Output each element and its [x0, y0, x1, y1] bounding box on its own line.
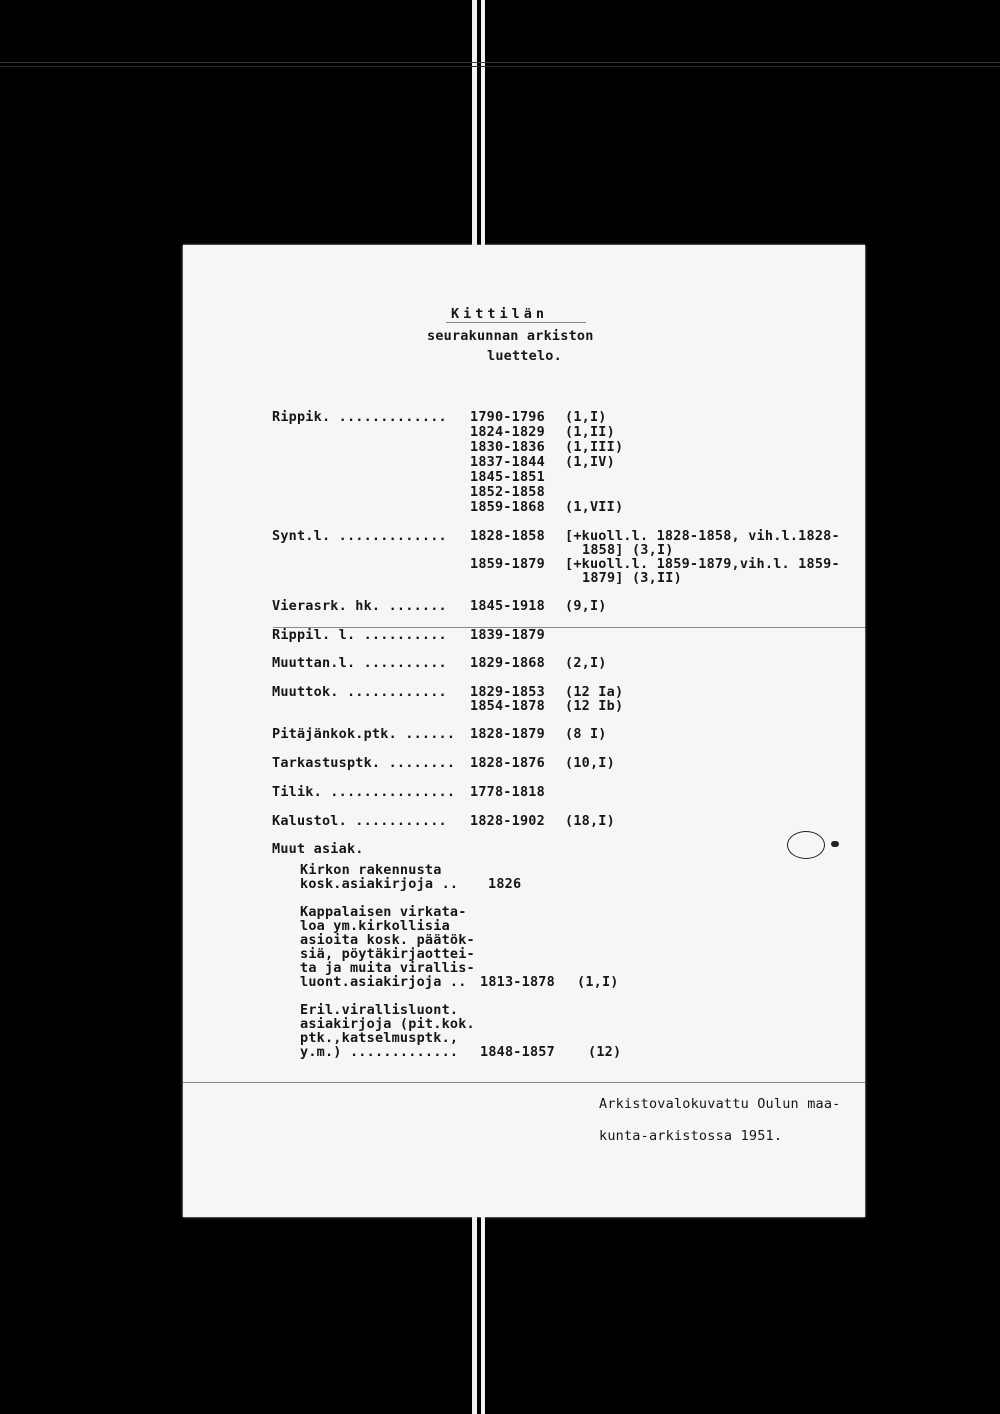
entry-note: (1,II) [565, 424, 615, 440]
entry-label-muut: Muut asiak. [272, 841, 364, 857]
entry-years: 1778-1818 [470, 784, 545, 800]
sub-entry-line: ta ja muita virallis- [300, 960, 475, 976]
entry-note: 1879] (3,II) [582, 570, 682, 586]
entry-years: 1828-1879 [470, 726, 545, 742]
entry-label-tarkastusptk: Tarkastusptk. ........ [272, 755, 456, 771]
title-underline [446, 322, 586, 323]
document-subtitle-2: luettelo. [487, 348, 562, 364]
entry-years: 1852-1858 [470, 484, 545, 500]
footer-divider [183, 1082, 865, 1083]
sub-entry-line: Kirkon rakennusta [300, 862, 442, 878]
entry-note: (1,I) [577, 974, 619, 990]
entry-note: (2,I) [565, 655, 607, 671]
entry-years: 1828-1858 [470, 528, 545, 544]
document-page [183, 245, 865, 1217]
archive-note: Arkistovalokuvattu Oulun maa- [599, 1096, 841, 1112]
film-rail-bottom-left [472, 1217, 477, 1414]
entry-note: (1,VII) [565, 499, 624, 515]
entry-note: (1,IV) [565, 454, 615, 470]
entry-years: 1826 [488, 876, 522, 892]
sub-entry-line: asioita kosk. päätök- [300, 932, 475, 948]
entry-note: (1,I) [565, 409, 607, 425]
entry-note: (12 Ia) [565, 684, 624, 700]
entry-note: [+kuoll.l. 1859-1879,vih.l. 1859- [565, 556, 840, 572]
entry-label-muuttok: Muuttok. ............ [272, 684, 447, 700]
film-scratch [0, 66, 1000, 67]
sub-entry-line: Eril.virallisluont. [300, 1002, 459, 1018]
entry-note: (18,I) [565, 813, 615, 829]
entry-note: (8 I) [565, 726, 607, 742]
sub-entry-line: asiakirjoja (pit.kok. [300, 1016, 475, 1032]
entry-label-vierasrk: Vierasrk. hk. ....... [272, 598, 447, 614]
entry-years: 1845-1851 [470, 469, 545, 485]
entry-years: 1790-1796 [470, 409, 545, 425]
film-scratch [0, 62, 1000, 63]
entry-label-rippil: Rippil. l. .......... [272, 627, 447, 643]
sub-entry-line: luont.asiakirjoja .. [300, 974, 467, 990]
hand-drawn-circle-mark [787, 831, 825, 859]
entry-note: (9,I) [565, 598, 607, 614]
entry-years: 1828-1876 [470, 755, 545, 771]
entry-label-pitajankok: Pitäjänkok.ptk. ...... [272, 726, 456, 742]
sub-entry-line: siä, pöytäkirjaottei- [300, 946, 475, 962]
entry-label-muuttan: Muuttan.l. .......... [272, 655, 447, 671]
sub-entry-line: y.m.) ............. [300, 1044, 459, 1060]
entry-years: 1854-1878 [470, 698, 545, 714]
film-rail-bottom-right [481, 1217, 485, 1414]
sub-entry-line: ptk.,katselmusptk., [300, 1030, 459, 1046]
entry-label-rippik: Rippik. ............. [272, 409, 447, 425]
sub-entry-line: loa ym.kirkollisia [300, 918, 450, 934]
entry-note: (1,III) [565, 439, 624, 455]
entry-note: (10,I) [565, 755, 615, 771]
sub-entry-line: Kappalaisen virkata- [300, 904, 467, 920]
entry-years: 1859-1868 [470, 499, 545, 515]
film-rail-top-left [472, 0, 477, 245]
entry-years: 1848-1857 [480, 1044, 555, 1060]
document-title: Kittilän [451, 306, 549, 322]
entry-years: 1813-1878 [480, 974, 555, 990]
entry-label-kalustol: Kalustol. ........... [272, 813, 447, 829]
entry-years: 1829-1868 [470, 655, 545, 671]
entry-years: 1830-1836 [470, 439, 545, 455]
document-subtitle: seurakunnan arkiston [427, 328, 594, 344]
entry-years: 1845-1918 [470, 598, 545, 614]
entry-years: 1824-1829 [470, 424, 545, 440]
entry-note: [+kuoll.l. 1828-1858, vih.l.1828- [565, 528, 840, 544]
entry-note: (12) [588, 1044, 622, 1060]
entry-years: 1859-1879 [470, 556, 545, 572]
entry-note: (12 Ib) [565, 698, 624, 714]
entry-years: 1828-1902 [470, 813, 545, 829]
entry-years: 1829-1853 [470, 684, 545, 700]
entry-label-synt: Synt.l. ............. [272, 528, 447, 544]
entry-note: 1858] (3,I) [582, 542, 674, 558]
ink-blot [831, 841, 839, 847]
film-rail-top-right [481, 0, 485, 245]
entry-label-tilik: Tilik. ............... [272, 784, 456, 800]
entry-years: 1837-1844 [470, 454, 545, 470]
entry-years: 1839-1879 [470, 627, 545, 643]
sub-entry-line: kosk.asiakirjoja .. [300, 876, 459, 892]
archive-note-2: kunta-arkistossa 1951. [599, 1128, 783, 1144]
